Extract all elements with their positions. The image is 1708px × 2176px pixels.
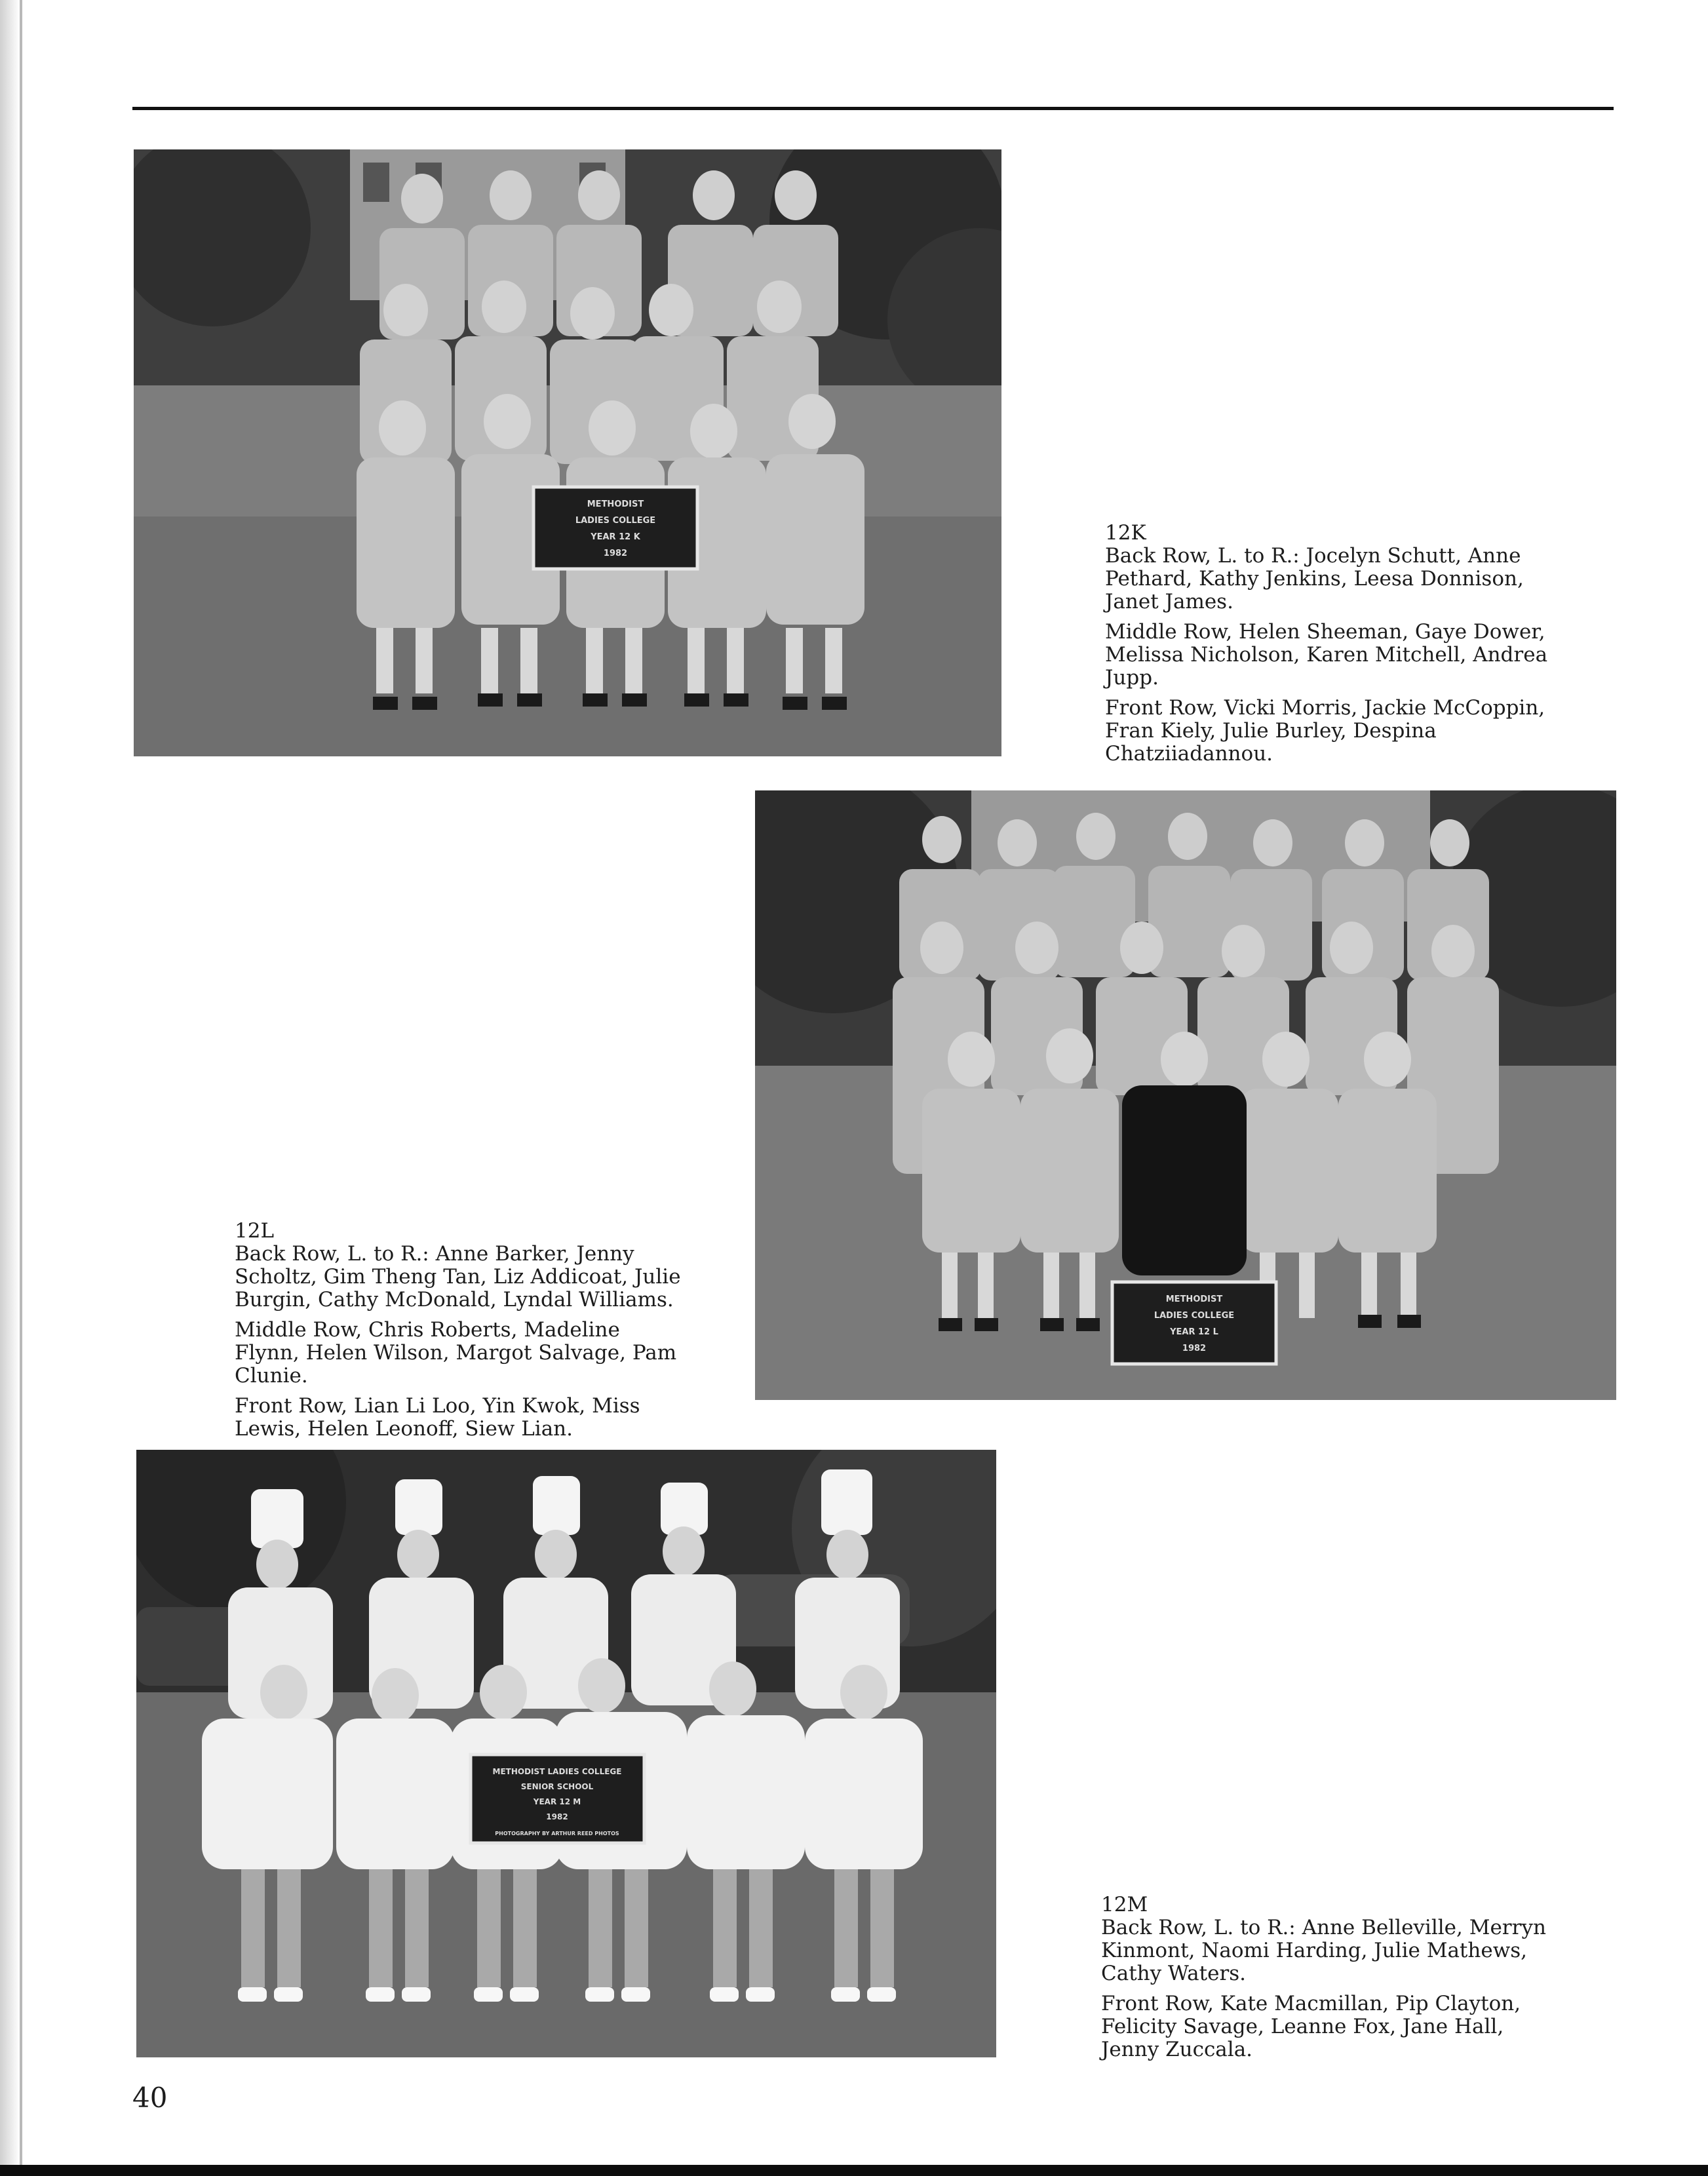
svg-text:METHODIST: METHODIST xyxy=(587,499,644,509)
svg-text:METHODIST: METHODIST xyxy=(1165,1294,1223,1304)
photo-12m-sign xyxy=(471,1755,644,1843)
page-bottom-edge xyxy=(0,2165,1708,2176)
caption-12l-front-row: Front Row, Lian Li Loo, Yin Kwok, Miss Lewis, Helen Leonoff, Siew Lian. xyxy=(235,1394,640,1441)
caption-12k-title: 12K xyxy=(1105,521,1146,545)
photo-12k-image xyxy=(134,149,1001,756)
caption-12l-middle-row: Middle Row, Chris Roberts, Madeline Flynn, Helen Wilson, Margot Salvage, Pam Clunie. xyxy=(235,1318,677,1388)
caption-12k-front-row: Front Row, Vicki Morris, Jackie McCoppin, Fran Kiely, Julie Burley, Despina Chatziiadannou. xyxy=(1105,696,1545,766)
caption-12m xyxy=(1101,1894,1560,2069)
caption-12k-back-row: Back Row, L. to R.: Jocelyn Schutt, Anne Pethard, Kathy Jenkins, Leesa Donnison, Janet James. xyxy=(1105,544,1524,613)
caption-12l-title: 12L xyxy=(235,1219,275,1243)
svg-text:PHOTOGRAPHY BY ARTHUR REED PHO: PHOTOGRAPHY BY ARTHUR REED PHOTOS xyxy=(495,1831,619,1836)
page-binding-edge xyxy=(0,0,20,2176)
class-photo-12l xyxy=(755,790,1616,1400)
caption-12l-back-row: Back Row, L. to R.: Anne Barker, Jenny Scholtz, Gim Theng Tan, Liz Addicoat, Julie Burgin, Cathy McDonald, Lyndal Williams. xyxy=(235,1242,681,1311)
photo-12l-image xyxy=(755,790,1616,1400)
svg-text:YEAR 12 L: YEAR 12 L xyxy=(1170,1327,1218,1337)
caption-12m-front-row: Front Row, Kate Macmillan, Pip Clayton, Felicity Savage, Leanne Fox, Jane Hall, Jenny Zuccala. xyxy=(1101,1992,1521,2061)
svg-text:1982: 1982 xyxy=(1182,1344,1207,1353)
svg-text:LADIES COLLEGE: LADIES COLLEGE xyxy=(575,516,656,526)
caption-12m-title: 12M xyxy=(1101,1893,1148,1916)
svg-text:YEAR 12 K: YEAR 12 K xyxy=(591,532,640,542)
caption-12m-back-row: Back Row, L. to R.: Anne Belleville, Merryn Kinmont, Naomi Harding, Julie Mathews, Cathy Waters. xyxy=(1101,1916,1546,1985)
svg-text:METHODIST LADIES COLLEGE: METHODIST LADIES COLLEGE xyxy=(492,1767,622,1776)
svg-text:1982: 1982 xyxy=(546,1812,568,1821)
caption-12k-middle-row: Middle Row, Helen Sheeman, Gaye Dower, Melissa Nicholson, Karen Mitchell, Andrea Jupp. xyxy=(1105,620,1548,690)
caption-12l xyxy=(235,1220,687,1448)
svg-text:YEAR 12 M: YEAR 12 M xyxy=(533,1797,581,1806)
page-binding-shadow xyxy=(20,0,22,2176)
class-photo-12k xyxy=(134,149,1001,756)
photo-12l-sign xyxy=(1112,1282,1276,1364)
class-photo-12m xyxy=(136,1450,996,2057)
header-rule xyxy=(132,107,1614,110)
svg-text:SENIOR SCHOOL: SENIOR SCHOOL xyxy=(520,1782,594,1791)
svg-text:LADIES COLLEGE: LADIES COLLEGE xyxy=(1154,1311,1235,1321)
photo-12m-image xyxy=(136,1450,996,2057)
svg-text:1982: 1982 xyxy=(603,549,628,558)
photo-12k-sign xyxy=(534,487,697,569)
caption-12k xyxy=(1105,522,1557,773)
page-number: 40 xyxy=(132,2082,168,2114)
